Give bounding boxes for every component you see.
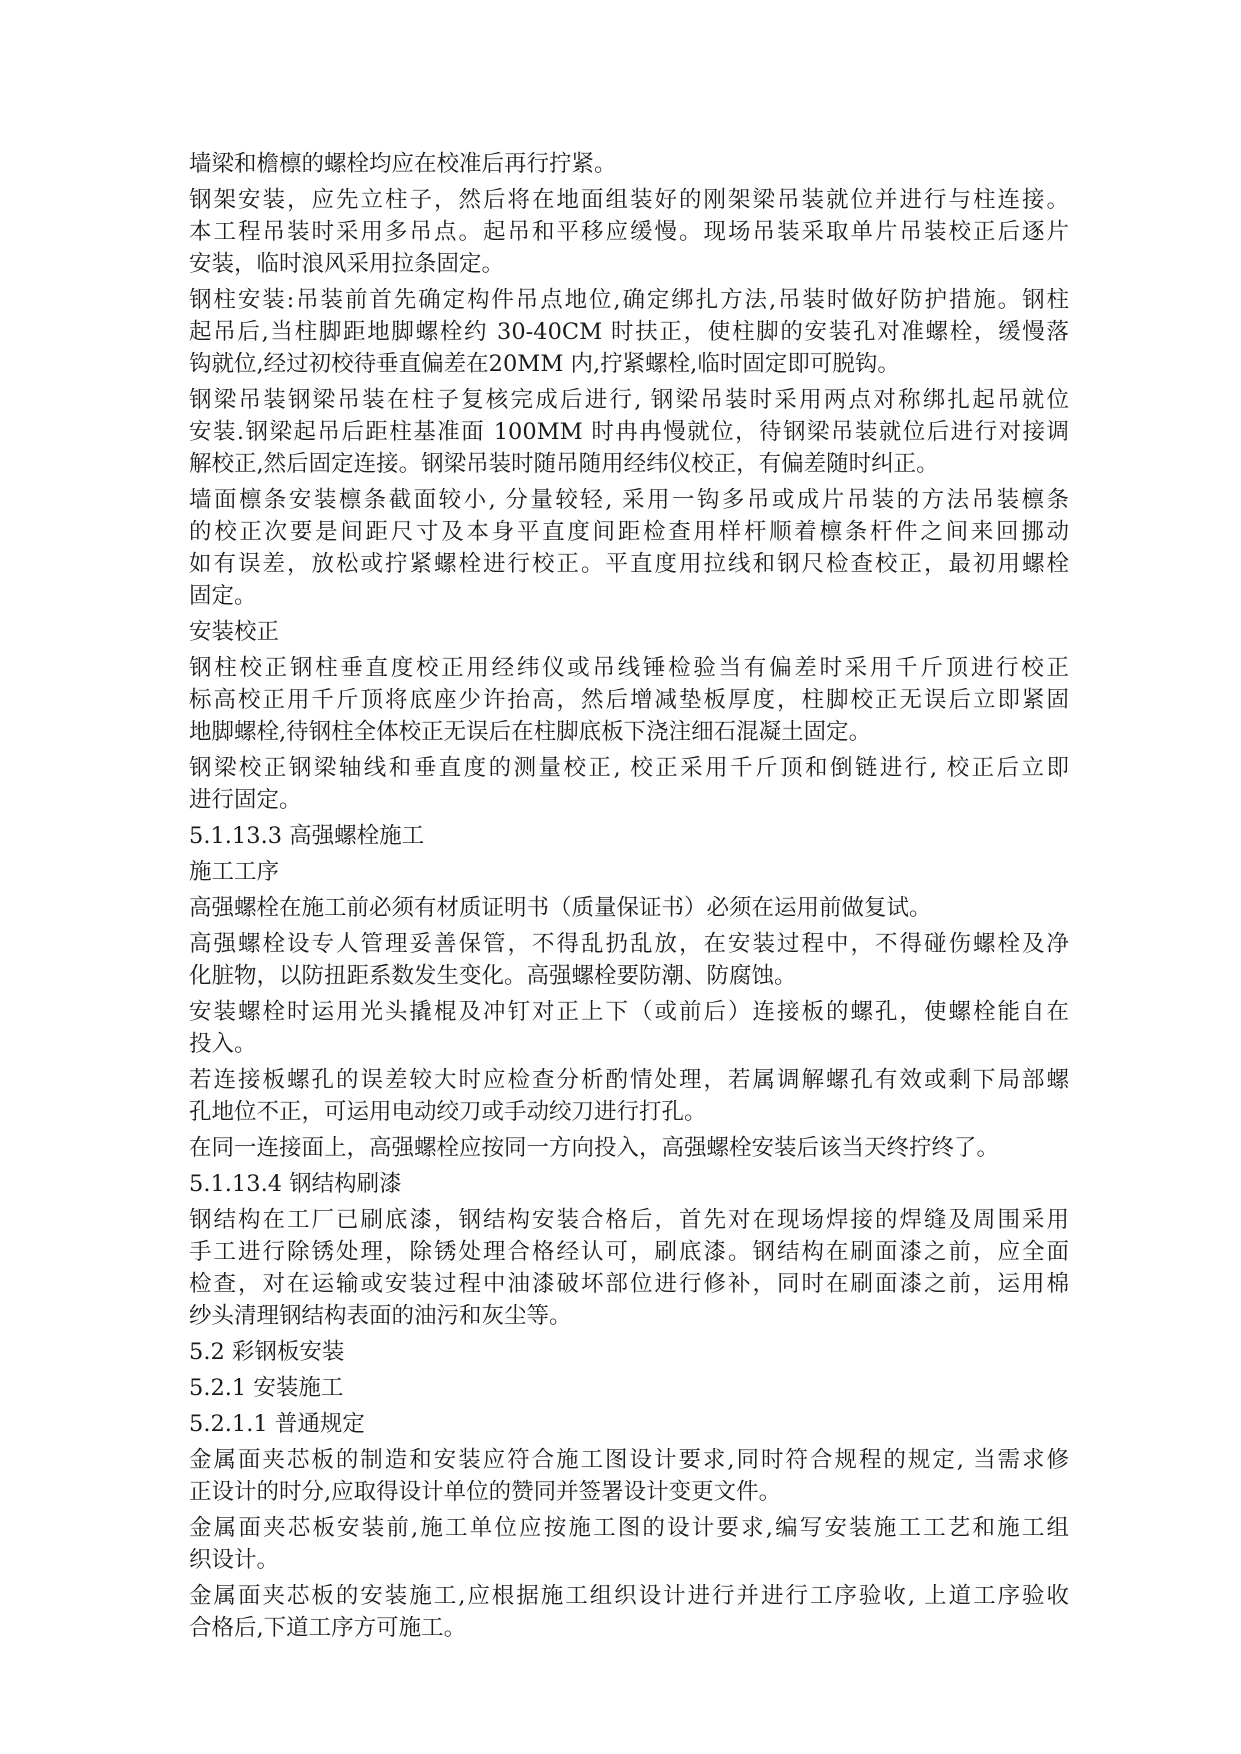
text-line: 钩就位,经过初校待垂直偏差在20MM 内,拧紧螺栓,临时固定即可脱钩。 (189, 351, 900, 377)
paragraph (189, 184, 1069, 280)
paragraph (189, 1336, 1069, 1368)
paragraph (189, 652, 1069, 748)
text-line: 手工进行除锈处理，除锈处理合格经认可，刷底漆。钢结构在刷面漆之前，应全面 (189, 1239, 1069, 1265)
text-line: 检查，对在运输或安装过程中油漆破坏部位进行修补，同时在刷面漆之前，运用棉 (189, 1271, 1069, 1297)
text-line: 安装螺栓时运用光头撬棍及冲钉对正上下（或前后）连接板的螺孔，使螺栓能自在 (189, 999, 1069, 1025)
text-line: 5.2.1 安装施工 (189, 1375, 344, 1401)
paragraph (189, 996, 1069, 1060)
text-line: 标高校正用千斤顶将底座少许抬高，然后增减垫板厚度，柱脚校正无误后立即紧固 (189, 687, 1069, 713)
text-line: 起吊后,当柱脚距地脚螺栓约 30-40CM 时扶正，使柱脚的安装孔对准螺栓，缓慢落 (189, 319, 1069, 345)
text-line: 解校正,然后固定连接。钢梁吊装时随吊随用经纬仪校正，有偏差随时纠正。 (189, 451, 939, 477)
text-line: 钢柱校正钢柱垂直度校正用经纬仪或吊线锤检验当有偏差时采用千斤顶进行校正 (189, 655, 1069, 681)
paragraph (189, 1408, 1069, 1440)
text-line: 固定。 (189, 583, 257, 609)
text-line: 纱头清理钢结构表面的油污和灰尘等。 (189, 1303, 572, 1329)
paragraph (189, 148, 1069, 180)
text-line: 地脚螺栓,待钢柱全体校正无误后在柱脚底板下浇注细石混凝土固定。 (189, 719, 872, 745)
text-line: 织设计。 (189, 1547, 280, 1573)
text-line: 若连接板螺孔的误差较大时应检查分析酌情处理，若属调解螺孔有效或剩下局部螺 (189, 1067, 1069, 1093)
text-line: 安装校正 (189, 619, 280, 645)
paragraph (189, 752, 1069, 816)
text-line: 进行固定。 (189, 787, 302, 813)
text-line: 钢柱安装:吊装前首先确定构件吊点地位,确定绑扎方法,吊装时做好防护措施。钢柱 (189, 287, 1069, 313)
text-line: 孔地位不正，可运用电动绞刀或手动绞刀进行打孔。 (189, 1099, 707, 1125)
text-line: 施工工序 (189, 859, 280, 885)
text-line: 5.2 彩钢板安装 (189, 1339, 345, 1365)
document-body (189, 148, 1069, 1648)
text-line: 5.1.13.4 钢结构刷漆 (189, 1171, 402, 1197)
text-line: 高强螺栓设专人管理妥善保管，不得乱扔乱放，在安装过程中，不得碰伤螺栓及净 (189, 931, 1069, 957)
text-line: 高强螺栓在施工前必须有材质证明书（质量保证书）必须在运用前做复试。 (189, 895, 932, 921)
paragraph (189, 384, 1069, 480)
paragraph (189, 1132, 1069, 1164)
paragraph (189, 284, 1069, 380)
paragraph (189, 856, 1069, 888)
paragraph (189, 1064, 1069, 1128)
text-line: 如有误差，放松或拧紧螺栓进行校正。平直度用拉线和钢尺检查校正，最初用螺栓 (189, 551, 1069, 577)
paragraph (189, 1204, 1069, 1332)
paragraph (189, 1168, 1069, 1200)
text-line: 钢梁吊装钢梁吊装在柱子复核完成后进行, 钢梁吊装时采用两点对称绑扎起吊就位 (189, 387, 1069, 413)
text-line: 金属面夹芯板的安装施工,应根据施工组织设计进行并进行工序验收, 上道工序验收 (189, 1583, 1069, 1609)
paragraph (189, 484, 1069, 612)
text-line: 安装.钢梁起吊后距柱基准面 100MM 时冉冉慢就位，待钢梁吊装就位后进行对接调 (189, 419, 1069, 445)
paragraph (189, 1512, 1069, 1576)
text-line: 钢梁校正钢梁轴线和垂直度的测量校正, 校正采用千斤顶和倒链进行, 校正后立即 (189, 755, 1069, 781)
text-line: 金属面夹芯板的制造和安装应符合施工图设计要求,同时符合规程的规定, 当需求修 (189, 1447, 1069, 1473)
paragraph (189, 820, 1069, 852)
text-line: 墙梁和檐檩的螺栓均应在校准后再行拧紧。 (189, 151, 617, 177)
paragraph (189, 1580, 1069, 1644)
text-line: 钢架安装，应先立柱子，然后将在地面组装好的刚架梁吊装就位并进行与柱连接。 (189, 187, 1069, 213)
paragraph (189, 1372, 1069, 1404)
paragraph (189, 892, 1069, 924)
text-line: 合格后,下道工序方可施工。 (189, 1615, 467, 1641)
text-line: 在同一连接面上，高强螺栓应按同一方向投入，高强螺栓安装后该当天终拧终了。 (189, 1135, 1000, 1161)
text-line: 本工程吊装时采用多吊点。起吊和平移应缓慢。现场吊装采取单片吊装校正后逐片 (189, 219, 1069, 245)
text-line: 钢结构在工厂已刷底漆，钢结构安装合格后，首先对在现场焊接的焊缝及周围采用 (189, 1207, 1069, 1233)
text-line: 金属面夹芯板安装前,施工单位应按施工图的设计要求,编写安装施工工艺和施工组 (189, 1515, 1069, 1541)
text-line: 5.2.1.1 普通规定 (189, 1411, 365, 1437)
paragraph (189, 928, 1069, 992)
paragraph (189, 616, 1069, 648)
text-line: 的校正次要是间距尺寸及本身平直度间距检查用样杆顺着檩条杆件之间来回挪动 (189, 519, 1069, 545)
paragraph (189, 1444, 1069, 1508)
text-line: 投入。 (189, 1031, 257, 1057)
text-line: 化脏物，以防扭距系数发生变化。高强螺栓要防潮、防腐蚀。 (189, 963, 797, 989)
text-line: 正设计的时分,应取得设计单位的赞同并签署设计变更文件。 (189, 1479, 782, 1505)
text-line: 5.1.13.3 高强螺栓施工 (189, 823, 425, 849)
text-line: 墙面檩条安装檩条截面较小, 分量较轻, 采用一钩多吊或成片吊装的方法吊装檩条 (189, 487, 1069, 513)
text-line: 安装，临时浪风采用拉条固定。 (189, 251, 505, 277)
